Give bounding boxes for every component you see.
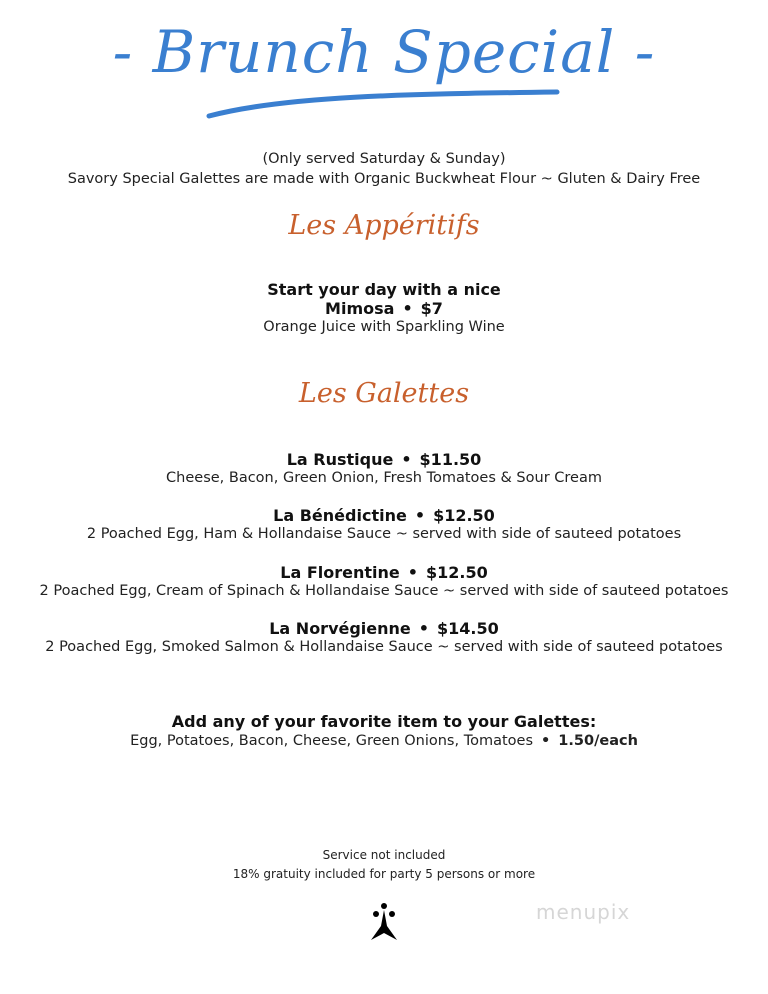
galette-name: La Rustique	[286, 450, 394, 469]
menu-item-name-row	[0, 450, 768, 469]
addons-heading: Add any of your favorite item to your Galettes:	[171, 712, 597, 731]
menu-item-name-row	[0, 506, 768, 525]
aperitif-item	[0, 299, 768, 318]
galette-desc: Cheese, Bacon, Green Onion, Fresh Tomatoes & Sour Cream	[166, 470, 602, 486]
aperitif-price: $7	[420, 299, 443, 318]
galette-price: $12.50	[425, 563, 488, 582]
galette-desc: 2 Poached Egg, Smoked Salmon & Hollandaise Sauce ~ served with side of sauteed potatoes	[45, 639, 723, 655]
galette-subtitle: Savory Special Galettes are made with Organic Buckwheat Flour ~ Gluten & Dairy Free	[67, 171, 701, 187]
galette-price: $11.50	[419, 450, 482, 469]
section-heading-galettes: Les Galettes	[298, 378, 470, 409]
galette-desc: 2 Poached Egg, Ham & Hollandaise Sauce ~ served with side of sauteed potatoes	[86, 526, 682, 542]
title-swoosh	[205, 88, 565, 122]
galette-name: La Florentine	[280, 563, 400, 582]
gratuity-note: 18% gratuity included for party 5 persons or more	[232, 867, 536, 881]
separator-dot: •	[418, 619, 430, 638]
galette-price: $12.50	[433, 506, 495, 525]
separator-dot: •	[407, 563, 418, 582]
separator-dot: •	[414, 506, 426, 525]
page-title: - Brunch Special -	[112, 18, 656, 86]
galette-name: La Norvégienne	[269, 619, 411, 638]
separator-dot: •	[402, 299, 413, 318]
galette-desc: 2 Poached Egg, Cream of Spinach & Hollandaise Sauce ~ served with side of sauteed potatoes	[39, 583, 729, 599]
menu-item-name-row	[0, 619, 768, 638]
service-note: Service not included	[322, 848, 446, 862]
aperitif-desc: Orange Juice with Sparkling Wine	[263, 319, 505, 335]
menu-item-name-row	[0, 563, 768, 582]
ermine-icon	[369, 902, 399, 942]
galette-price: $14.50	[437, 619, 499, 638]
separator-dot: •	[541, 733, 551, 749]
watermark: menupix	[536, 900, 631, 924]
aperitif-intro: Start your day with a nice	[267, 280, 501, 299]
separator-dot: •	[401, 450, 412, 469]
galette-name: La Bénédictine	[273, 506, 407, 525]
addons-price: 1.50/each	[558, 733, 638, 749]
service-days-note: (Only served Saturday & Sunday)	[262, 151, 506, 167]
addons-items: Egg, Potatoes, Bacon, Cheese, Green Onions, Tomatoes	[130, 733, 534, 749]
aperitif-name: Mimosa	[325, 299, 395, 318]
section-heading-aperitifs: Les Appéritifs	[288, 210, 480, 241]
addons-row	[0, 733, 768, 749]
